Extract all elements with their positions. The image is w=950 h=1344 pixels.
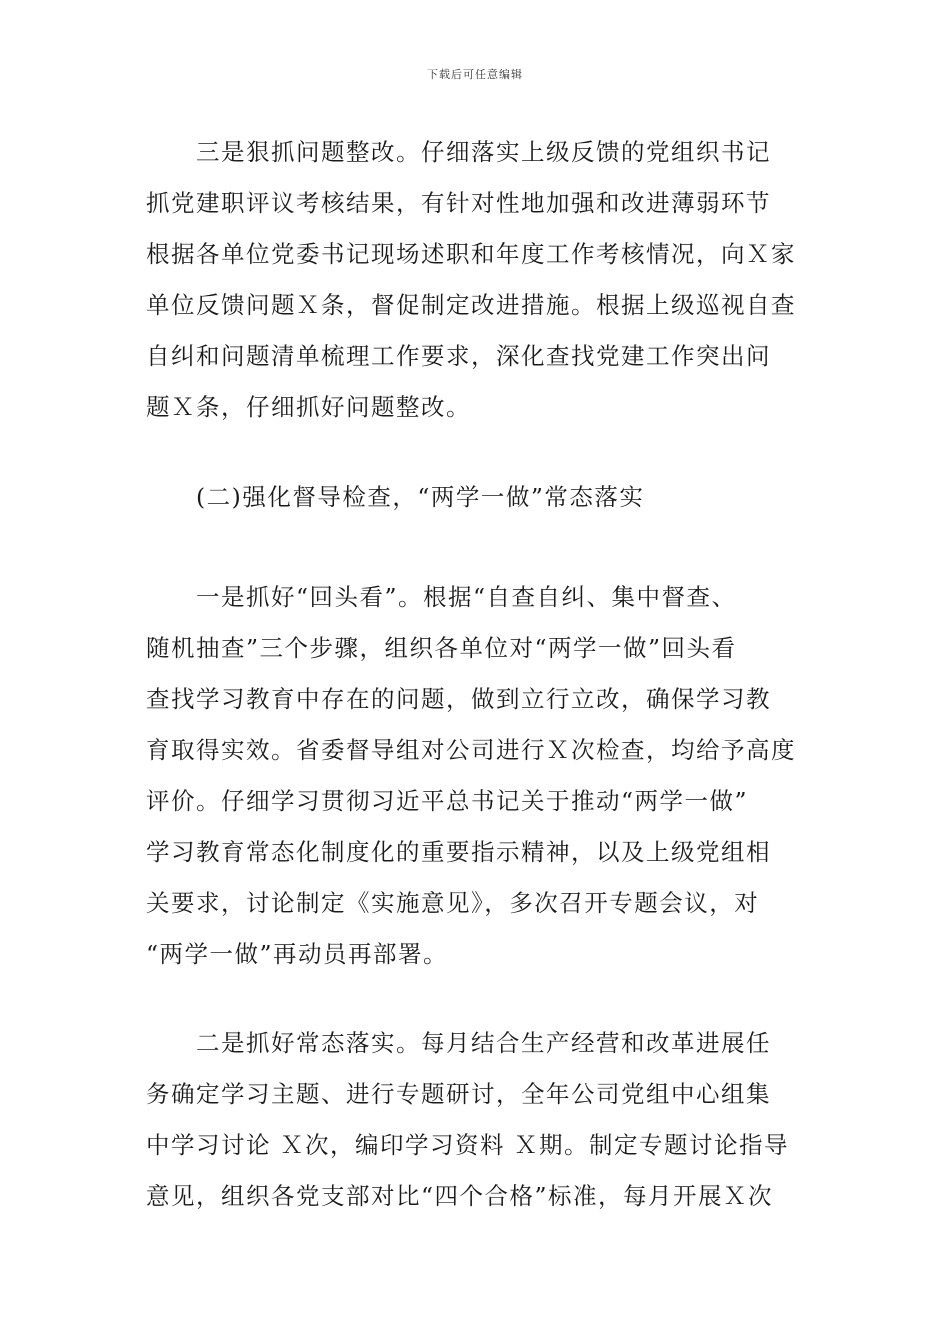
- paragraph-1: [146, 127, 806, 433]
- paragraph-line: 一是抓好“回头看”。根据“自查自纠、集中督查、: [196, 583, 737, 611]
- paragraph-line: 中学习讨论 Ｘ次，编印学习资料 Ｘ期。制定专题讨论指导: [146, 1131, 789, 1159]
- paragraph-line: 评价。仔细学习贯彻习近平总书记关于推动“两学一做”: [146, 787, 749, 815]
- paragraph-line: 查找学习教育中存在的问题，做到立行立改，确保学习教: [146, 685, 771, 713]
- paragraph-line: 学习教育常态化制度化的重要指示精神，以及上级党组相: [146, 838, 771, 866]
- paragraph-line: 务确定学习主题、进行专题研讨，全年公司党组中心组集: [146, 1080, 771, 1108]
- paragraph-line: 三是狠抓问题整改。仔细落实上级反馈的党组织书记: [196, 138, 771, 166]
- paragraph-line: 关要求，讨论制定《实施意见》，多次召开专题会议，对: [146, 889, 760, 917]
- paragraph-line: 抓党建职评议考核结果，有针对性地加强和改进薄弱环节: [146, 189, 771, 217]
- paragraph-line: 随机抽查”三个步骤，组织各单位对“两学一做”回头看: [146, 634, 737, 662]
- section-heading: (二)强化督导检查，“两学一做”常态落实: [196, 483, 645, 511]
- page-header: 下载后可任意编辑: [427, 68, 523, 81]
- paragraph-line: 题Ｘ条，仔细抓好问题整改。: [146, 393, 471, 421]
- paragraph-line: 二是抓好常态落实。每月结合生产经营和改革进展任: [196, 1029, 771, 1057]
- paragraph-line: 单位反馈问题Ｘ条，督促制定改进措施。根据上级巡视自查: [146, 291, 796, 319]
- paragraph-3: [146, 1018, 806, 1222]
- paragraph-line: “两学一做”再动员再部署。: [146, 940, 449, 968]
- paragraph-line: 根据各单位党委书记现场述职和年度工作考核情况，向Ｘ家: [146, 240, 796, 268]
- paragraph-line: 自纠和问题清单梳理工作要求，深化查找党建工作突出问: [146, 342, 771, 370]
- paragraph-line: 意见，组织各党支部对比“四个合格”标准，每月开展Ｘ次: [146, 1182, 774, 1210]
- paragraph-2: [146, 572, 806, 980]
- paragraph-line: 育取得实效。省委督导组对公司进行Ｘ次检查，均给予高度: [146, 736, 796, 764]
